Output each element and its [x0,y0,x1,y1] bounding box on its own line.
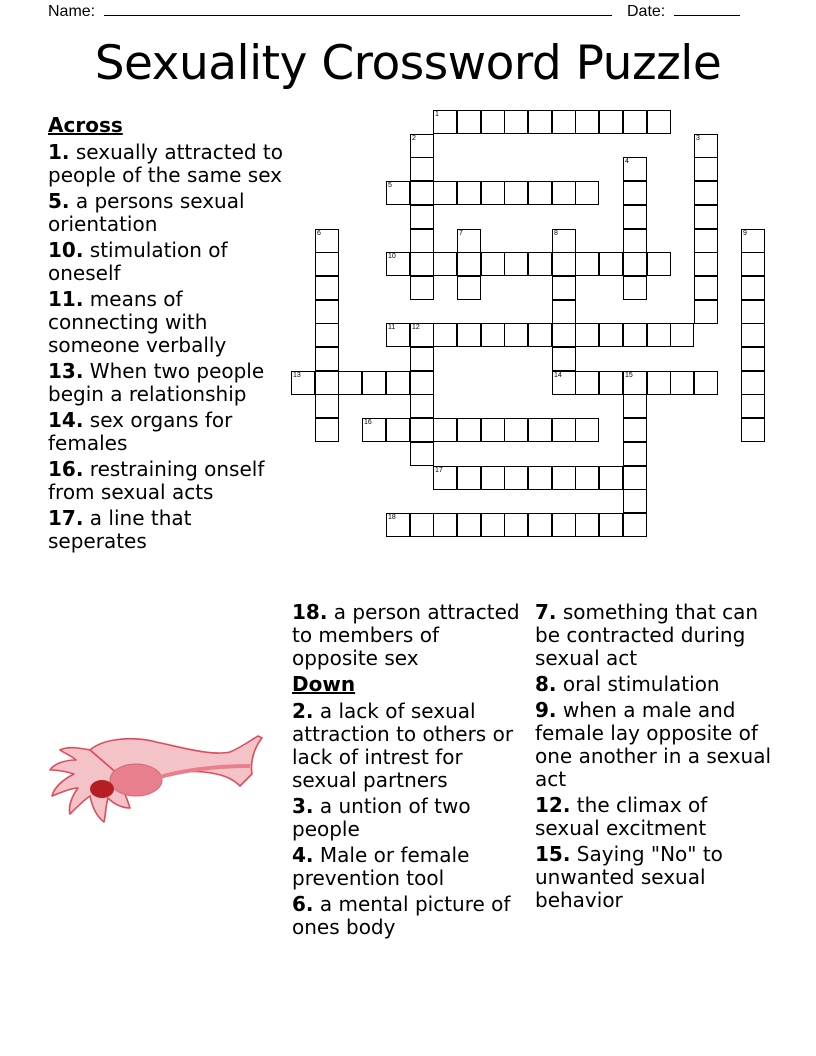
crossword-cell[interactable] [481,181,505,205]
crossword-cell[interactable] [433,110,457,134]
crossword-cell[interactable] [457,276,481,300]
egg-shape [90,780,114,798]
crossword-cell[interactable] [410,276,434,300]
down-heading: Down [292,672,356,696]
crossword-cell[interactable] [338,371,362,395]
crossword-cell[interactable] [623,371,647,395]
clue-text: stimulation of oneself [48,238,228,285]
clue-number: 1. [48,140,70,164]
crossword-cell[interactable] [481,513,505,537]
cell-number: 1 [435,111,439,118]
across-clue [48,190,284,236]
down-clue [535,699,775,791]
clue-text: something that can be contracted during sexual act [535,600,759,670]
crossword-cell[interactable] [694,371,718,395]
clue-text: the climax of sexual excitment [535,793,708,840]
crossword-cell[interactable] [386,513,410,537]
down-clues-column-3 [535,601,775,915]
cell-number: 16 [364,419,372,426]
crossword-cell[interactable] [433,466,457,490]
crossword-cell[interactable] [410,134,434,158]
crossword-cell[interactable] [315,252,339,276]
down-clue [535,673,775,696]
cell-number: 8 [554,230,558,237]
cell-number: 6 [317,230,321,237]
clue-number: 6. [292,892,314,916]
clue-number: 17. [48,506,84,530]
crossword-cell[interactable] [315,300,339,324]
crossword-cell[interactable] [481,466,505,490]
down-clue [292,700,530,792]
crossword-cell[interactable] [599,513,623,537]
crossword-cell[interactable] [552,300,576,324]
clue-text: a mental picture of ones body [292,892,511,939]
crossword-cell[interactable] [410,323,434,347]
clues-column-2 [292,601,530,942]
date-field [627,0,740,22]
crossword-cell[interactable] [315,276,339,300]
crossword-cell[interactable] [694,252,718,276]
crossword-cell[interactable] [623,394,647,418]
clue-number: 5. [48,189,70,213]
crossword-cell[interactable] [552,347,576,371]
crossword-cell[interactable] [386,323,410,347]
crossword-cell[interactable] [315,418,339,442]
cell-number: 5 [388,182,392,189]
crossword-cell[interactable] [504,323,528,347]
crossword-cell[interactable] [623,418,647,442]
cell-number: 4 [625,158,629,165]
crossword-cell[interactable] [528,110,552,134]
crossword-cell[interactable] [741,418,765,442]
crossword-cell[interactable] [623,323,647,347]
crossword-cell[interactable] [528,513,552,537]
crossword-cell[interactable] [552,513,576,537]
crossword-cell[interactable] [647,110,671,134]
crossword-cell[interactable] [552,229,576,253]
crossword-cell[interactable] [552,323,576,347]
crossword-cell[interactable] [741,394,765,418]
crossword-cell[interactable] [457,418,481,442]
crossword-cell[interactable] [647,371,671,395]
cell-number: 18 [388,514,396,521]
clue-number: 7. [535,600,557,624]
crossword-cell[interactable] [433,323,457,347]
crossword-cell[interactable] [694,181,718,205]
crossword-cell[interactable] [741,276,765,300]
down-clue [535,601,775,670]
crossword-cell[interactable] [528,252,552,276]
page-title: Sexuality Crossword Puzzle [94,36,722,91]
crossword-cell[interactable] [410,181,434,205]
crossword-cell[interactable] [315,394,339,418]
cell-number: 15 [625,372,633,379]
crossword-cell[interactable] [741,252,765,276]
crossword-cell[interactable] [694,229,718,253]
crossword-cell[interactable] [623,252,647,276]
crossword-cell[interactable] [410,229,434,253]
crossword-cell[interactable] [623,181,647,205]
crossword-cell[interactable] [457,466,481,490]
crossword-cell[interactable] [694,276,718,300]
crossword-cell[interactable] [315,347,339,371]
across-clue [48,360,284,406]
crossword-cell[interactable] [504,513,528,537]
crossword-cell[interactable] [552,466,576,490]
crossword-cell[interactable] [457,513,481,537]
clue-text: a untion of two people [292,794,471,841]
crossword-cell[interactable] [362,371,386,395]
cell-number: 2 [412,135,416,142]
cell-number: 17 [435,467,443,474]
crossword-cell[interactable] [528,323,552,347]
clue-number: 15. [535,842,571,866]
crossword-cell[interactable] [575,371,599,395]
cell-number: 14 [554,372,562,379]
crossword-cell[interactable] [315,229,339,253]
across-clue [48,458,284,504]
clue-number: 16. [48,457,84,481]
ovary-shape [110,764,162,796]
crossword-cell[interactable] [410,347,434,371]
cell-number: 13 [293,372,301,379]
clue-number: 13. [48,359,84,383]
crossword-cell[interactable] [623,205,647,229]
name-field [48,0,612,22]
crossword-cell[interactable] [386,371,410,395]
clue-text: a line that seperates [48,506,192,553]
down-clue [292,795,530,841]
crossword-cell[interactable] [741,371,765,395]
crossword-cell[interactable] [552,110,576,134]
name-label: Name: [48,3,96,20]
crossword-cell[interactable] [552,276,576,300]
crossword-cell[interactable] [552,181,576,205]
crossword-cell[interactable] [623,489,647,513]
crossword-cell[interactable] [599,323,623,347]
crossword-cell[interactable] [741,300,765,324]
crossword-cell[interactable] [362,418,386,442]
crossword-cell[interactable] [694,134,718,158]
crossword-cell[interactable] [457,229,481,253]
crossword-cell[interactable] [504,110,528,134]
crossword-cell[interactable] [623,466,647,490]
clue-number: 10. [48,238,84,262]
across-heading: Across [48,113,123,137]
crossword-cell[interactable] [457,110,481,134]
clue-text: sexually attracted to people of the same sex [48,140,284,187]
crossword-cell[interactable] [315,323,339,347]
crossword-cell[interactable] [575,466,599,490]
clue-text: when a male and female lay opposite of one another in a sexual act [535,698,772,791]
crossword-cell[interactable] [575,418,599,442]
crossword-cell[interactable] [599,371,623,395]
down-clue [535,794,775,840]
across-clue [48,288,284,357]
clue-text: a persons sexual orientation [48,189,245,236]
crossword-cell[interactable] [457,323,481,347]
date-label: Date: [627,3,666,20]
crossword-cell[interactable] [647,252,671,276]
crossword-cell[interactable] [647,323,671,347]
clue-text: When two people begin a relationship [48,359,265,406]
crossword-cell[interactable] [504,252,528,276]
cell-number: 3 [696,135,700,142]
crossword-cell[interactable] [410,418,434,442]
across-clue [48,141,284,187]
crossword-cell[interactable] [623,110,647,134]
crossword-cell[interactable] [694,205,718,229]
cell-number: 11 [388,324,396,331]
crossword-cell[interactable] [528,181,552,205]
crossword-cell[interactable] [481,323,505,347]
crossword-cell[interactable] [410,371,434,395]
crossword-cell[interactable] [457,252,481,276]
clue-number: 11. [48,287,84,311]
across-clue [48,239,284,285]
crossword-cell[interactable] [410,157,434,181]
crossword-cell[interactable] [410,394,434,418]
crossword-cell[interactable] [552,371,576,395]
crossword-cell[interactable] [741,347,765,371]
crossword-cell[interactable] [504,466,528,490]
crossword-cell[interactable] [552,418,576,442]
clue-text: Male or female prevention tool [292,843,470,890]
crossword-cell[interactable] [552,252,576,276]
cell-number: 9 [743,230,747,237]
clue-text: sex organs for females [48,408,233,455]
clue-text: a lack of sexual attraction to others or lack of intrest for sexual partners [292,699,514,792]
crossword-cell[interactable] [433,418,457,442]
crossword-cell[interactable] [410,513,434,537]
crossword-cell[interactable] [410,442,434,466]
clue-text: Saying "No" to unwanted sexual behavior [535,842,723,912]
crossword-cell[interactable] [410,252,434,276]
crossword-cell[interactable] [623,229,647,253]
crossword-cell[interactable] [504,181,528,205]
crossword-cell[interactable] [315,371,339,395]
date-line[interactable] [674,0,740,16]
crossword-cell[interactable] [433,513,457,537]
clue-number: 2. [292,699,314,723]
cell-number: 7 [459,230,463,237]
clue-text: oral stimulation [562,672,720,696]
crossword-cell[interactable] [694,157,718,181]
clue-number: 4. [292,843,314,867]
crossword-cell[interactable] [575,252,599,276]
clue-number: 3. [292,794,314,818]
crossword-cell[interactable] [623,442,647,466]
crossword-cell[interactable] [575,181,599,205]
crossword-cell[interactable] [481,110,505,134]
across-clue [48,507,284,553]
crossword-cell[interactable] [741,323,765,347]
crossword-cell[interactable] [386,418,410,442]
down-clue [535,843,775,912]
clue-number: 9. [535,698,557,722]
crossword-cell[interactable] [528,466,552,490]
crossword-cell[interactable] [670,371,694,395]
down-clue [292,844,530,890]
clue-text: a person attracted to members of opposite sex [292,600,520,670]
across-clue [48,409,284,455]
crossword-cell[interactable] [433,181,457,205]
crossword-cell[interactable] [623,157,647,181]
crossword-cell[interactable] [481,252,505,276]
name-line[interactable] [104,0,612,16]
crossword-cell[interactable] [386,181,410,205]
crossword-cell[interactable] [623,513,647,537]
crossword-cell[interactable] [504,418,528,442]
crossword-cell[interactable] [528,418,552,442]
cell-number: 10 [388,253,396,260]
reproductive-organ-illustration [44,726,266,832]
clue-text: means of connecting with someone verbally [48,287,227,357]
down-clue [292,893,530,939]
crossword-cell[interactable] [386,252,410,276]
crossword-cell[interactable] [481,418,505,442]
clue-number: 8. [535,672,557,696]
crossword-cell[interactable] [575,513,599,537]
crossword-cell[interactable] [433,252,457,276]
crossword-cell[interactable] [575,110,599,134]
across-clues-column-1 [48,114,284,556]
clue-number: 14. [48,408,84,432]
across-clue [292,601,530,670]
crossword-cell[interactable] [623,276,647,300]
clue-text: restraining onself from sexual acts [48,457,265,504]
crossword-cell[interactable] [694,300,718,324]
clue-number: 12. [535,793,571,817]
clue-number: 18. [292,600,328,624]
crossword-cell[interactable] [410,205,434,229]
crossword-cell[interactable] [291,371,315,395]
crossword-cell[interactable] [599,110,623,134]
crossword-cell[interactable] [599,466,623,490]
crossword-cell[interactable] [741,229,765,253]
crossword-cell[interactable] [457,181,481,205]
crossword-cell[interactable] [670,323,694,347]
cell-number: 12 [412,324,420,331]
crossword-cell[interactable] [599,252,623,276]
crossword-cell[interactable] [575,323,599,347]
